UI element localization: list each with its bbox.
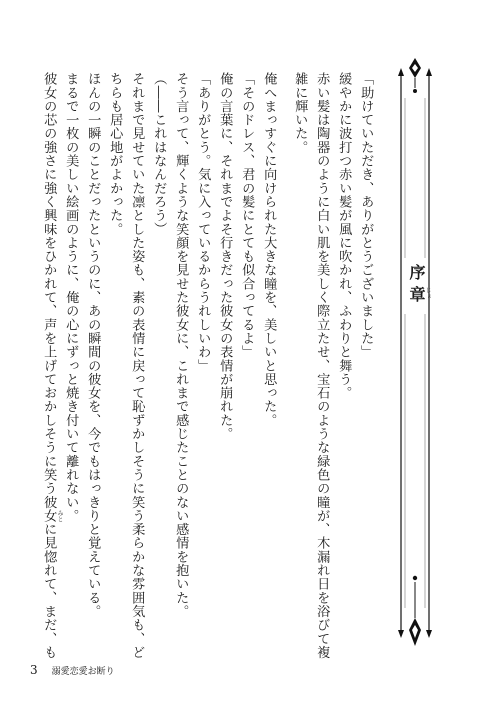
body-line: 俺へまっすぐに向けられた大きな瞳を、美しいと思った。 bbox=[261, 72, 277, 427]
body-line: 俺の言葉に、それまでよそ行きだった彼女の表情が崩れた。 bbox=[217, 72, 233, 441]
body-line: 緩やかに波打つ赤い髪が風に吹かれ、ふわりと舞う。 bbox=[336, 72, 352, 400]
body-line: 「そのドレス、君の髪にとても似合ってるよ」 bbox=[239, 72, 255, 359]
chapter-title-ruby: じょ bbox=[424, 287, 431, 299]
page-footer bbox=[30, 663, 115, 677]
body-line: まるで一枚の美しい絵画のように、俺の心にずっと焼き付いて離れない。 bbox=[63, 72, 79, 523]
body-line: ほんの一瞬のことだったというのに、あの瞬間の彼女を、今でもはっきりと覚えている。 bbox=[85, 72, 101, 618]
body-line: そう言って、輝くような笑顔を見せた彼女に、これまで感じたことのない感情を抱いた。 bbox=[173, 72, 189, 618]
chapter-band bbox=[390, 58, 440, 648]
ornament-frame bbox=[390, 58, 440, 648]
body-line: 赤い髪は陶器のように白い肌を美しく際立たせ、宝石のような緑色の瞳が、木漏れ日を浴びて複 bbox=[314, 72, 330, 659]
body-line: 彼女の芯の強さに強く興味をひかれて、声を上げておかしそうに笑う彼女に見惚れて、まだ、も bbox=[41, 72, 57, 659]
body-line: それまで見せていた凛とした姿も、素の表情に戻って恥ずかしそうに笑う柔らかな雰囲気も、ど bbox=[129, 72, 145, 659]
body-line: 「助けていただき、ありがとうございました」 bbox=[358, 72, 374, 359]
chapter-title: 序章 bbox=[404, 258, 428, 314]
book-title: 溺愛恋愛お断り bbox=[51, 667, 115, 677]
body-line: ちらも居心地がよかった。 bbox=[107, 72, 123, 236]
page-number: 3 bbox=[30, 663, 38, 677]
body-line: 「ありがとう。気に入っているからうれしいわ」 bbox=[195, 72, 211, 373]
body-line: （――これはなんだろう） bbox=[151, 72, 167, 236]
ruby-annotation: みと bbox=[56, 510, 63, 522]
body-line: 雑に輝いた。 bbox=[292, 72, 308, 154]
